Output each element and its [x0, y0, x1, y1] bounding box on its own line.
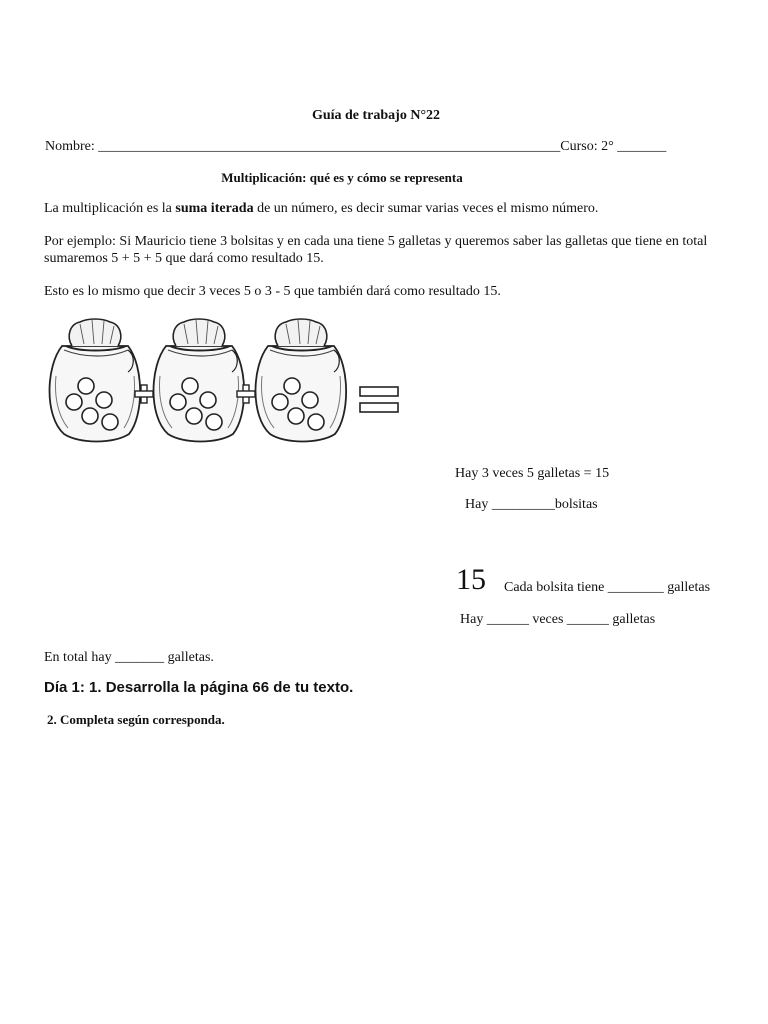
page-title: Guía de trabajo N°22	[311, 108, 441, 123]
hay-bolsitas-text: Hay _________bolsitas	[465, 497, 598, 512]
hay-veces-text: Hay 3 veces 5 galletas = 15	[455, 466, 610, 481]
nombre-label: Nombre:	[45, 139, 95, 154]
example-line-2: sumaremos 5 + 5 + 5 que dará como resultado 15.	[44, 251, 324, 266]
big-number: 15	[456, 563, 486, 596]
item-2-heading: 2. Completa según corresponda.	[47, 712, 225, 727]
dia-1-heading: Día 1: 1. Desarrolla la página 66 de tu texto.	[44, 679, 354, 696]
nombre-field[interactable]: __________________________________________________________________	[98, 139, 561, 154]
nombre-line	[45, 139, 666, 155]
intro-paragraph	[44, 201, 598, 217]
equals-icon	[360, 387, 398, 412]
total-line: En total hay _______ galletas.	[44, 650, 214, 665]
equivalence-paragraph: Esto es lo mismo que decir 3 veces 5 o 3 - 5 que también dará como resultado 15.	[44, 284, 501, 299]
cada-bolsita-text: Cada bolsita tiene ________ galletas	[504, 580, 711, 595]
cookie-bags-illustration	[40, 316, 410, 446]
cookie-bag-2	[154, 319, 245, 442]
cookie-bag-1	[50, 319, 141, 442]
section-subtitle: Multiplicación: qué es y cómo se representa	[221, 170, 463, 185]
hay-veces-blank-text: Hay ______ veces ______ galletas	[460, 612, 656, 627]
intro-text-end: de un número, es decir sumar varias veces el mismo número.	[253, 201, 599, 216]
curso-value: 2°	[601, 139, 614, 154]
curso-label: Curso:	[560, 139, 598, 154]
curso-field[interactable]: _______	[617, 139, 667, 154]
intro-bold-term: suma iterada	[175, 201, 254, 216]
cookie-bag-3	[256, 319, 347, 442]
example-line-1: Por ejemplo: Si Mauricio tiene 3 bolsitas y en cada una tiene 5 galletas y queremos saber las galletas que tiene en total	[44, 234, 708, 249]
intro-text: La multiplicación es la	[44, 201, 176, 216]
